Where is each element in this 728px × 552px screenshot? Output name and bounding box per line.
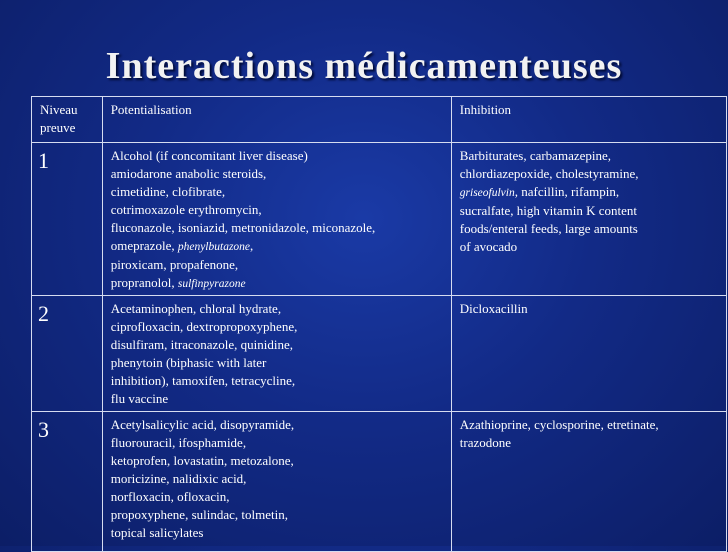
level-cell — [32, 143, 103, 296]
drug-line: flu vaccine — [110, 391, 169, 406]
drug-line: Acetylsalicylic acid, disopyramide, — [110, 417, 295, 432]
drug-line: fluconazole, isoniazid, metronidazole, miconazole, — [110, 220, 376, 235]
header-level-label: Niveau preuve — [40, 102, 78, 135]
italic-drug-name: griseofulvin — [459, 187, 515, 199]
potentiation-cell — [102, 296, 451, 412]
potentiation-cell — [102, 143, 451, 296]
level-cell — [32, 412, 103, 552]
drug-line: chlordiazepoxide, cholestyramine, — [459, 166, 639, 181]
header-inhibition-label: Inhibition — [459, 102, 512, 117]
drug-line: Dicloxacillin — [459, 301, 528, 316]
header-potentiation-label: Potentialisation — [110, 102, 192, 117]
drug-line: trazodone — [459, 435, 512, 450]
header-potentiation — [102, 97, 451, 143]
level-number: 2 — [38, 301, 49, 326]
drug-line: fluorouracil, ifosphamide, — [110, 435, 247, 450]
drug-line: cimetidine, clofibrate, — [110, 184, 226, 199]
inhibition-cell — [451, 143, 726, 296]
table-row — [32, 296, 727, 412]
drug-line: ciprofloxacin, dextropropoxyphene, — [110, 319, 298, 334]
drug-line: of avocado — [459, 239, 518, 254]
drug-line: disulfiram, itraconazole, quinidine, — [110, 337, 294, 352]
drug-line: inhibition), tamoxifen, tetracycline, — [110, 373, 296, 388]
drug-line: amiodarone anabolic steroids, — [110, 166, 267, 181]
drug-line: propoxyphene, sulindac, tolmetin, — [110, 507, 288, 522]
slide-title: Interactions médicamenteuses — [105, 45, 623, 87]
level-number: 3 — [38, 417, 49, 442]
drug-line: Azathioprine, cyclosporine, etretinate, — [459, 417, 659, 432]
table-row — [32, 143, 727, 296]
level-number: 1 — [38, 148, 49, 173]
table-row — [32, 412, 727, 552]
drug-line: phenytoin (biphasic with later — [110, 355, 267, 370]
drug-line: foods/enteral feeds, large amounts — [459, 221, 638, 236]
drug-line: topical salicylates — [110, 525, 204, 540]
potentiation-cell — [102, 412, 451, 552]
drug-line: moricizine, nalidixic acid, — [110, 471, 247, 486]
table-header-row — [32, 97, 727, 143]
drug-line: Barbiturates, carbamazepine, — [459, 148, 612, 163]
header-inhibition — [451, 97, 726, 143]
drug-line: omeprazole, phenylbutazone, — [110, 238, 254, 253]
drug-line: norfloxacin, ofloxacin, — [110, 489, 230, 504]
drug-line: sucralfate, high vitamin K content — [459, 203, 638, 218]
italic-drug-name: sulfinpyrazone — [177, 278, 246, 290]
drug-line: Acetaminophen, chloral hydrate, — [110, 301, 282, 316]
drug-line: Alcohol (if concomitant liver disease) — [110, 148, 308, 163]
italic-drug-name: phenylbutazone — [177, 241, 251, 253]
drug-line: ketoprofen, lovastatin, metozalone, — [110, 453, 294, 468]
header-level — [32, 97, 103, 143]
drug-line: piroxicam, propafenone, — [110, 257, 239, 272]
inhibition-cell — [451, 412, 726, 552]
drug-line: griseofulvin, nafcillin, rifampin, — [459, 184, 620, 199]
drug-line: propranolol, sulfinpyrazone — [110, 275, 246, 290]
inhibition-cell — [451, 296, 726, 412]
interactions-table — [31, 96, 727, 552]
drug-line: cotrimoxazole erythromycin, — [110, 202, 262, 217]
level-cell — [32, 296, 103, 412]
